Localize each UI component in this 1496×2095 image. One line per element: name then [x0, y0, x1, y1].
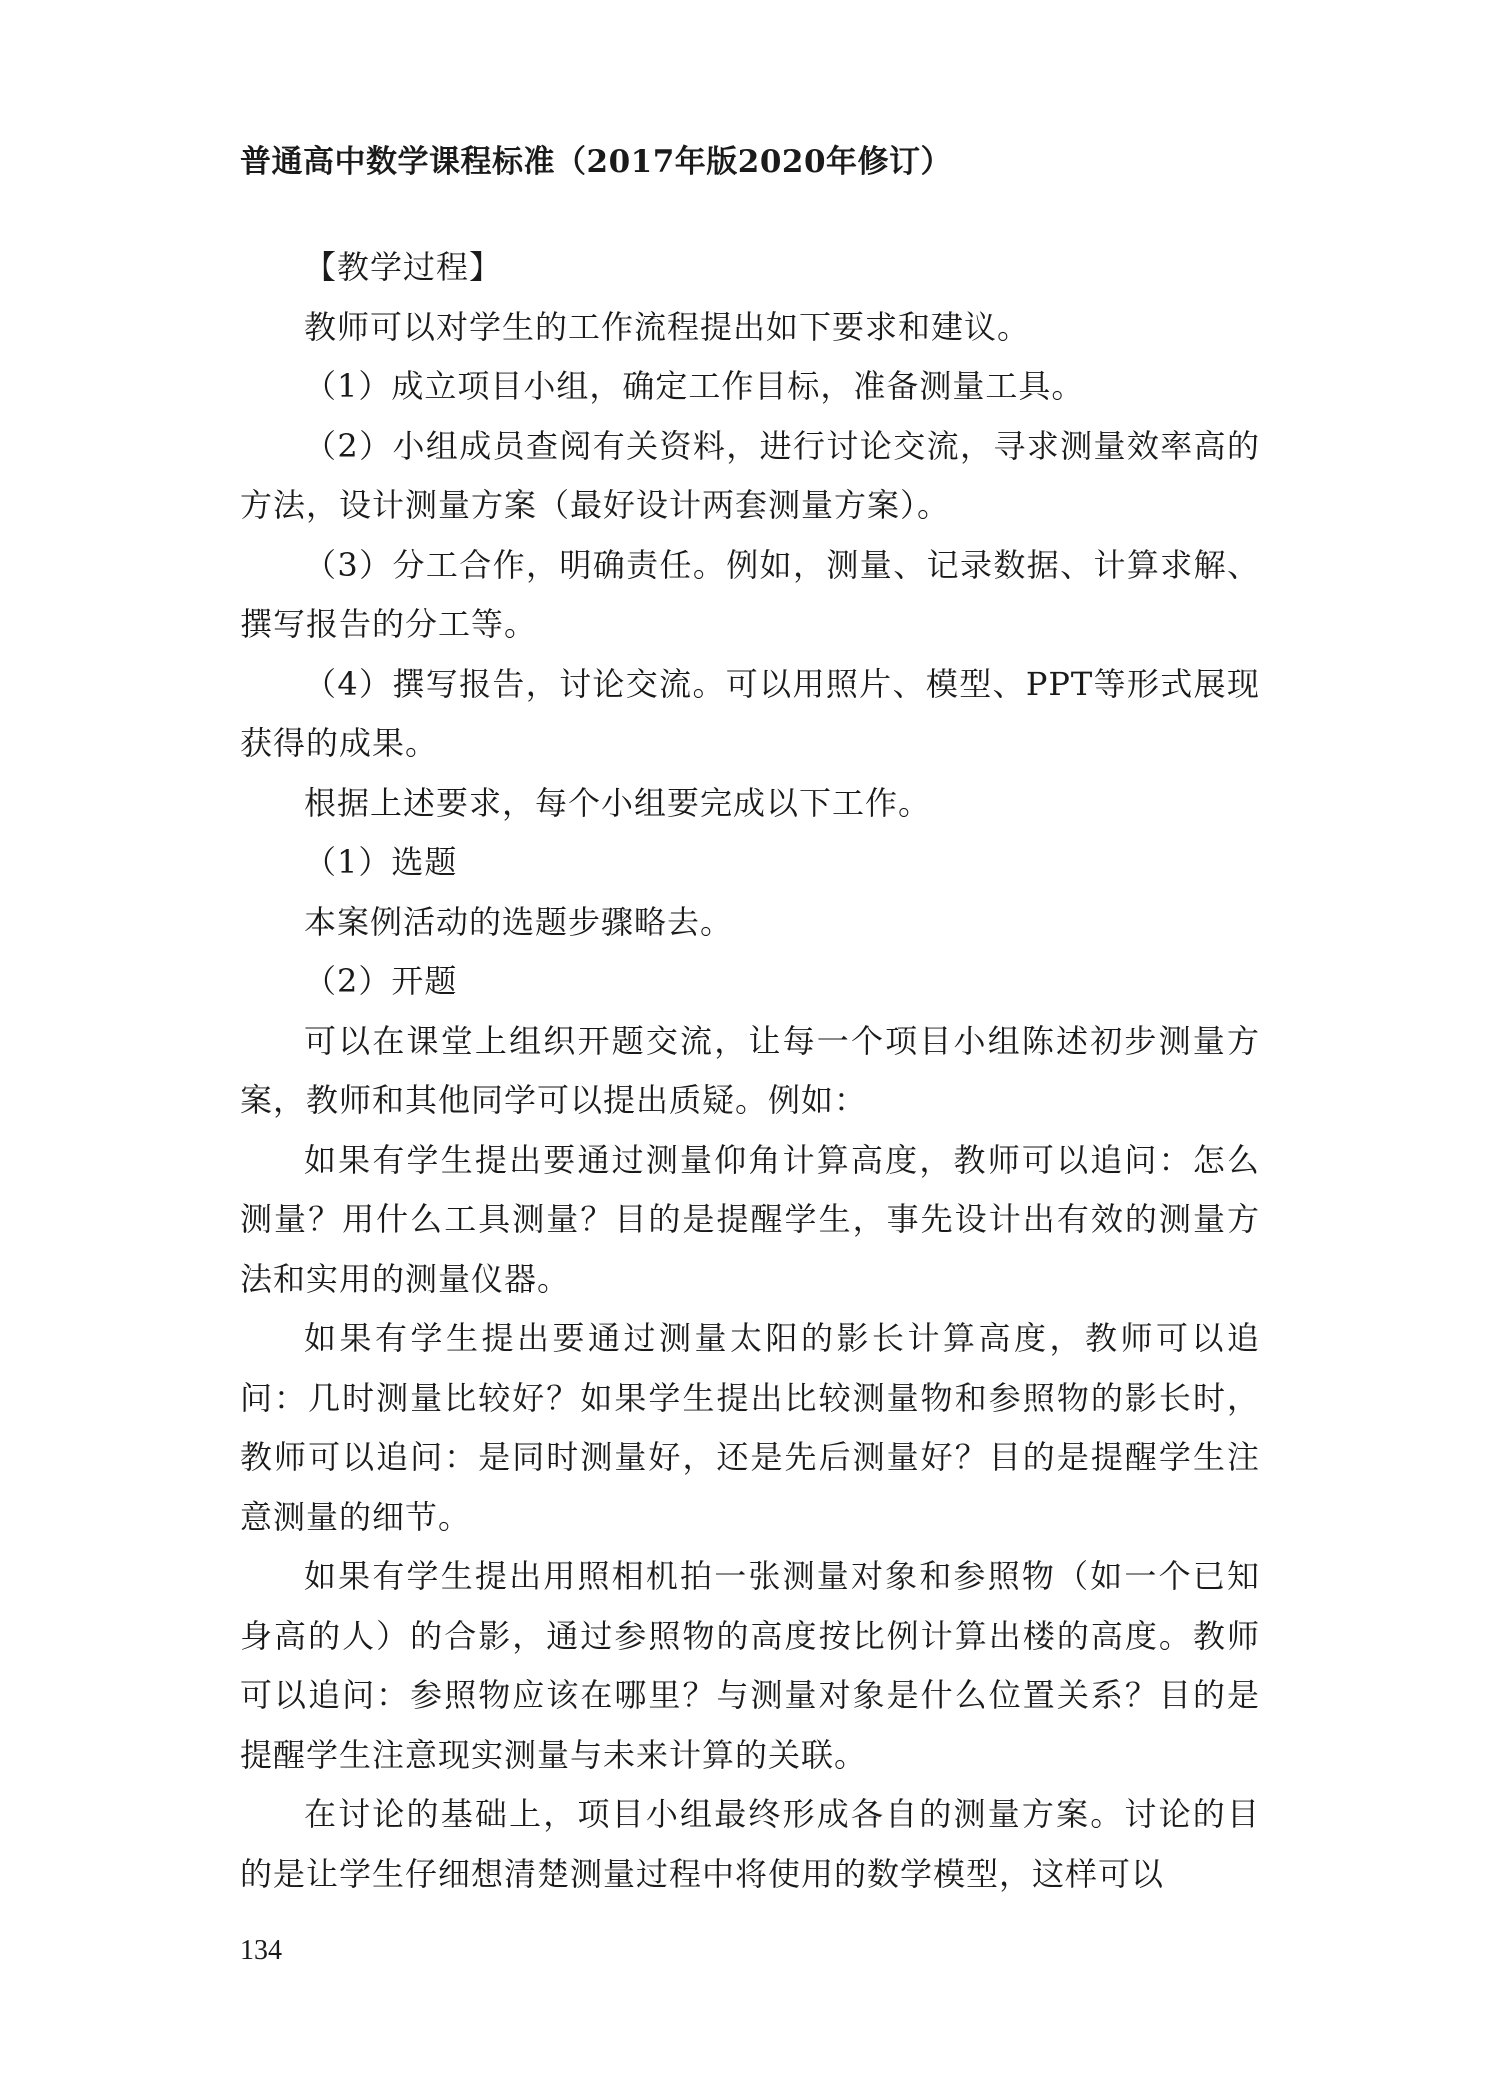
- list-item: （3）分工合作，明确责任。例如，测量、记录数据、计算求解、撰写报告的分工等。: [240, 545, 1260, 643]
- paragraph: 如果有学生提出要通过测量仰角计算高度，教师可以追问：怎么测量？用什么工具测量？目的是提醒学生，事先设计出有效的测量方法和实用的测量仪器。: [240, 1140, 1260, 1298]
- paragraph: 如果有学生提出用照相机拍一张测量对象和参照物（如一个已知身高的人）的合影，通过参照物的高度按比例计算出楼的高度。教师可以追问：参照物应该在哪里？与测量对象是什么位置关系？目的是提醒学生注意现实测量与未来计算的关联。: [240, 1557, 1260, 1774]
- list-item: （2）小组成员查阅有关资料，进行讨论交流，寻求测量效率高的方法，设计测量方案（最好设计两套测量方案）。: [240, 426, 1260, 524]
- list-item: （1）成立项目小组，确定工作目标，准备测量工具。: [304, 367, 1085, 405]
- paragraph: 如果有学生提出要通过测量太阳的影长计算高度，教师可以追问：几时测量比较好？如果学生提出比较测量物和参照物的影长时，教师可以追问：是同时测量好，还是先后测量好？目的是提醒学生注意测量的细节。: [240, 1319, 1260, 1536]
- running-header-title: 普通高中数学课程标准（2017年版2020年修订）: [240, 144, 953, 180]
- subheading-proposal: （2）开题: [304, 962, 458, 1000]
- paragraph: 在讨论的基础上，项目小组最终形成各自的测量方案。讨论的目的是让学生仔细想清楚测量过程中将使用的数学模型，这样可以: [240, 1795, 1260, 1893]
- paragraph: 本案例活动的选题步骤略去。: [304, 902, 734, 941]
- list-item: （4）撰写报告，讨论交流。可以用照片、模型、PPT等形式展现获得的成果。: [240, 664, 1260, 762]
- page-number: 134: [240, 1935, 282, 1966]
- paragraph: 根据上述要求，每个小组要完成以下工作。: [304, 783, 932, 822]
- body-text: [240, 238, 1260, 1904]
- subheading-topic-selection: （1）选题: [304, 843, 458, 881]
- paragraph: 可以在课堂上组织开题交流，让每一个项目小组陈述初步测量方案，教师和其他同学可以提出质疑。例如：: [240, 1021, 1260, 1119]
- section-heading-teaching-process: 【教学过程】: [304, 248, 503, 286]
- paragraph: 教师可以对学生的工作流程提出如下要求和建议。: [304, 307, 1031, 346]
